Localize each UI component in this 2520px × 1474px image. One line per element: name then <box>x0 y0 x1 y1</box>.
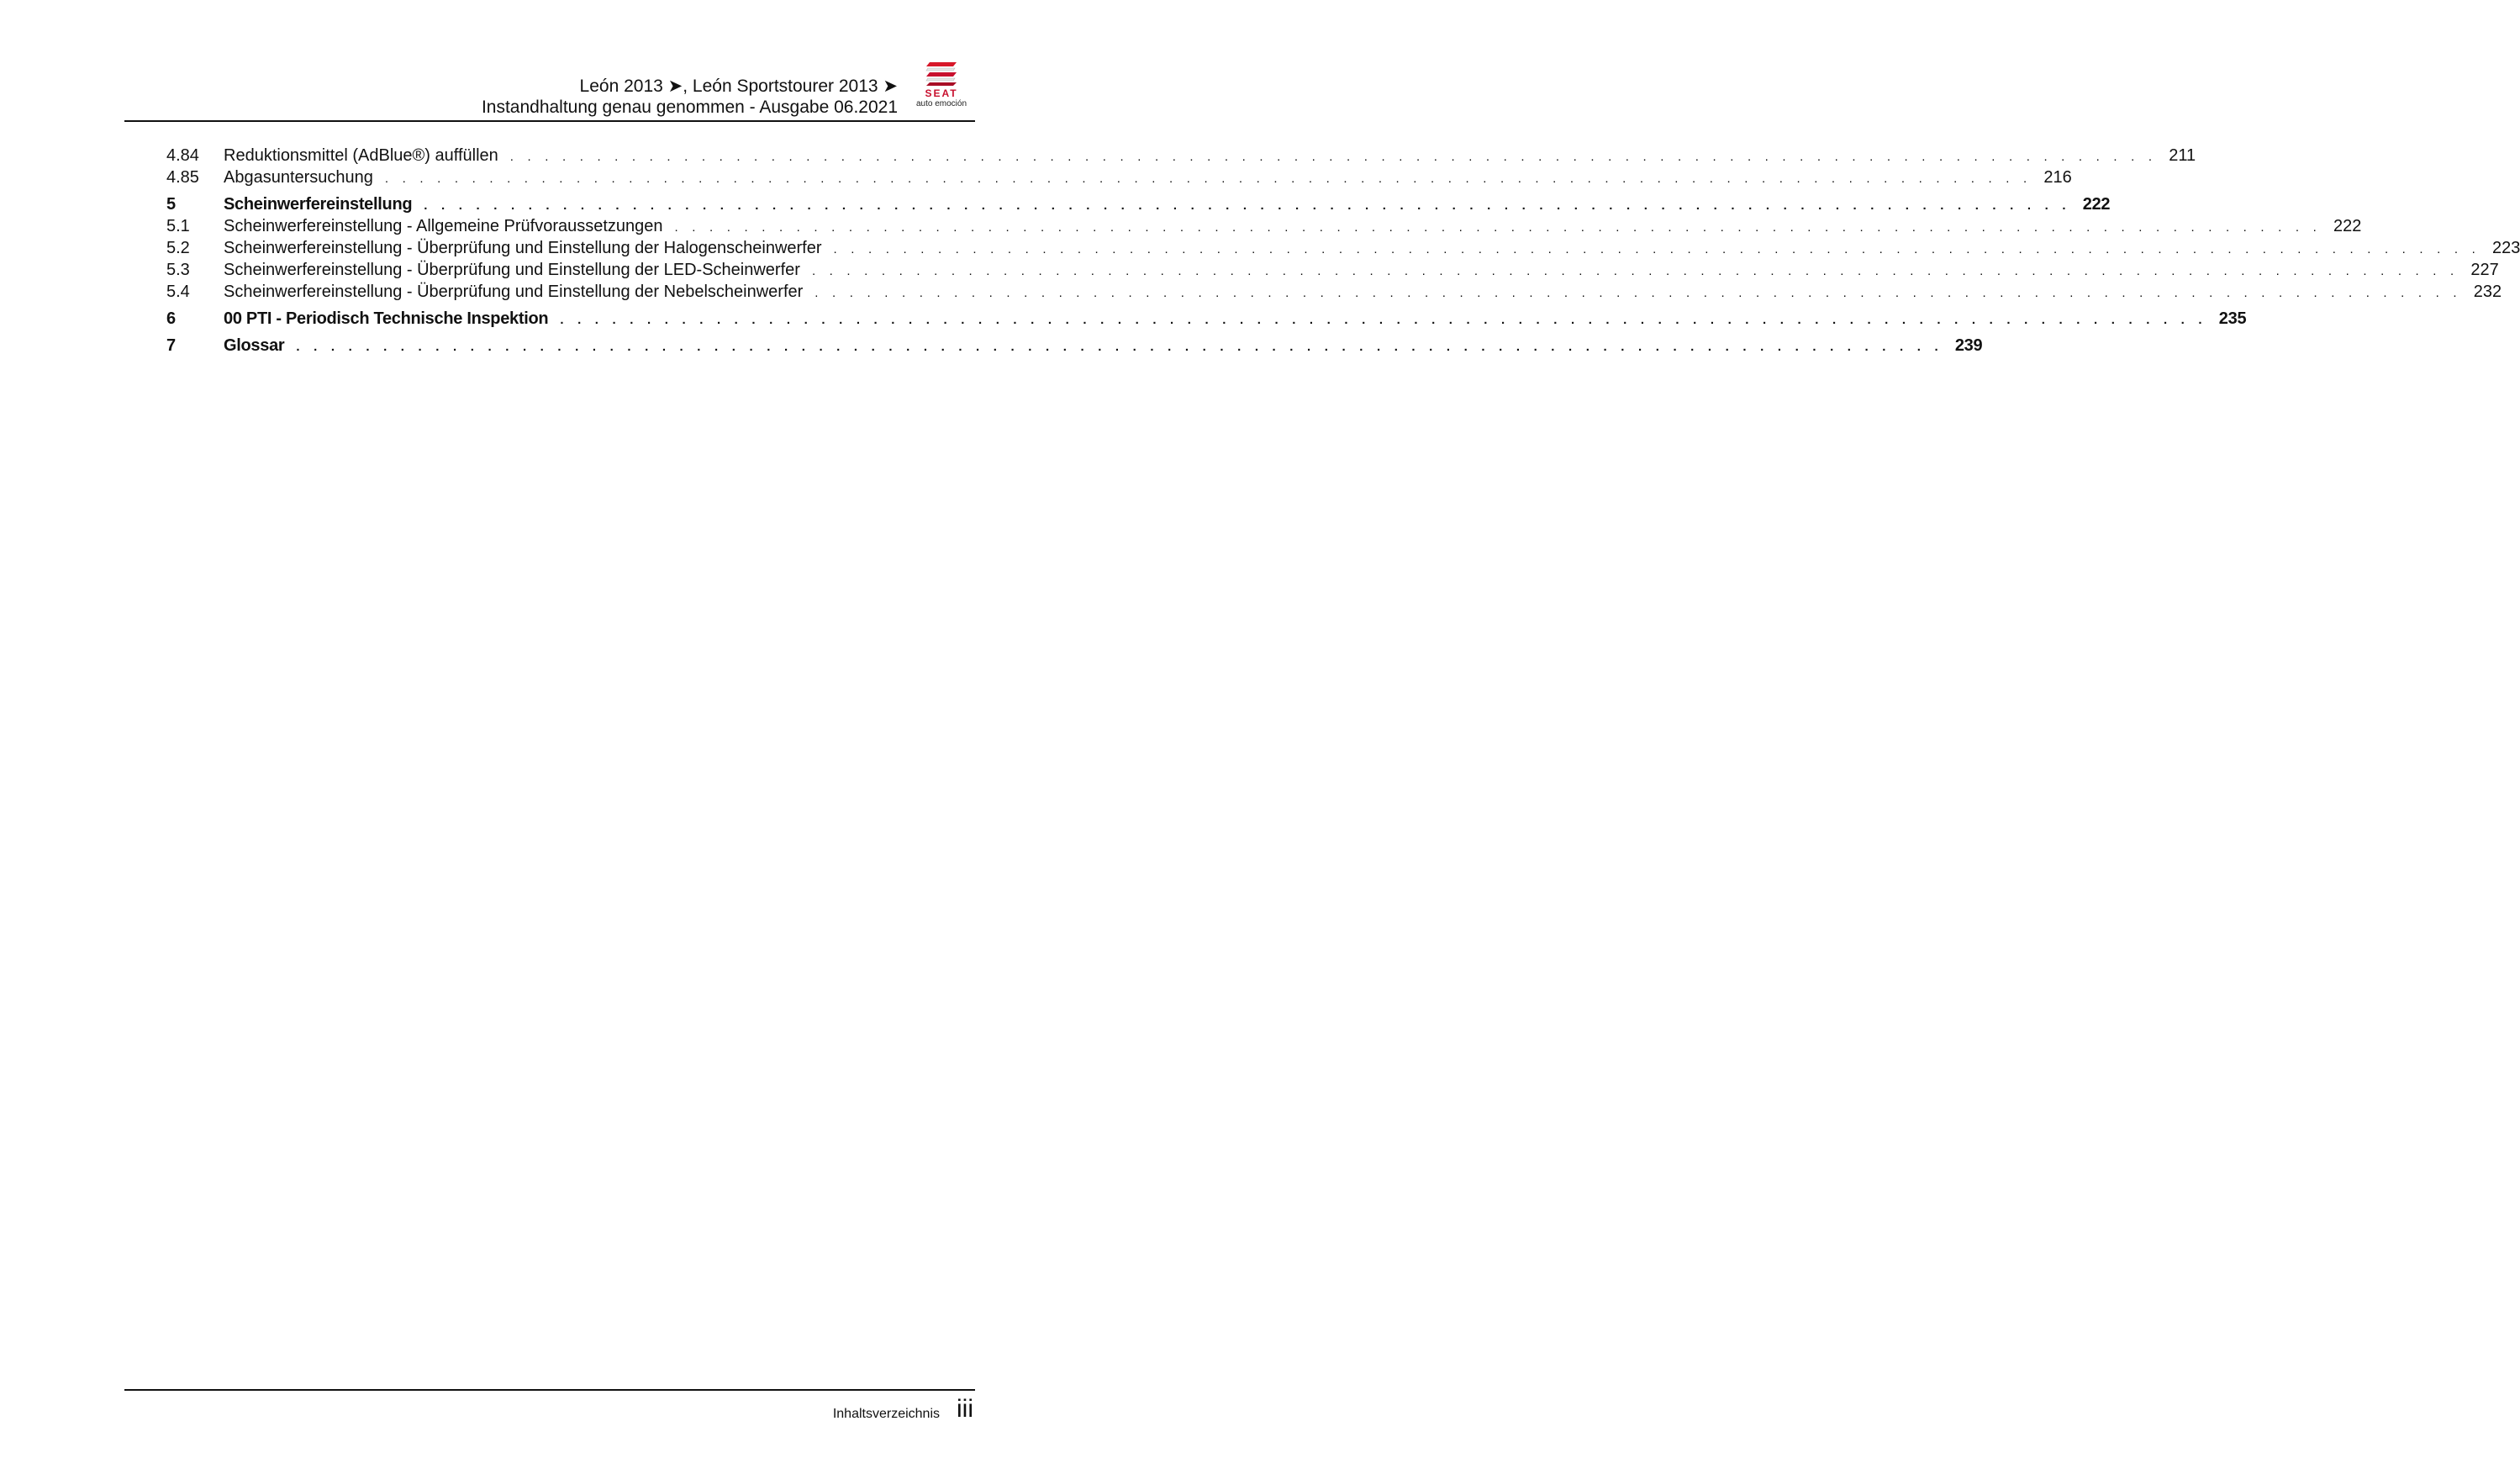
toc-entry-title: Reduktionsmittel (AdBlue®) auffüllen <box>224 146 498 165</box>
toc-entry-number: 5.2 <box>166 239 190 257</box>
toc-entry[interactable] <box>166 335 1983 357</box>
toc-entry-title: Scheinwerfereinstellung - Allgemeine Prüfvoraussetzungen <box>224 217 663 235</box>
toc-entry-number: 4.85 <box>166 168 199 187</box>
toc-entry[interactable] <box>166 281 2502 303</box>
toc-entry-page: 216 <box>2043 168 2072 187</box>
toc-entry-number: 5.4 <box>166 283 190 301</box>
seat-logo <box>908 61 975 113</box>
toc-dot-leader: . . . . . . . . . . . . . . . . . . . . . . . . . . . . . . . . . . . . . . . . . . . . . . . . . . . . . . . . . . . . . . . . . . . . . . . . . . . . . . . . . . . . . . . . . . . . . . . <box>509 150 2158 164</box>
footer-page-number: iii <box>957 1395 973 1423</box>
toc-dot-leader: . . . . . . . . . . . . . . . . . . . . . . . . . . . . . . . . . . . . . . . . . . . . . . . . . . . . . . . . . . . . . . . . . . . . . . . . . . . . . . . . . . . . . . . . . . . . . . . <box>384 172 2032 186</box>
toc-entry-number: 6 <box>166 309 176 328</box>
toc-entry-page: 223 <box>2492 239 2520 257</box>
toc-entry-number: 5.1 <box>166 217 190 235</box>
toc-entry-title: Scheinwerfereinstellung - Überprüfung und Einstellung der LED-Scheinwerfer <box>224 261 800 279</box>
toc-entry-title: Abgasuntersuchung <box>224 168 373 187</box>
toc-entry-page: 239 <box>1954 336 1983 355</box>
toc-entry[interactable] <box>166 193 2111 215</box>
footer-divider <box>124 1389 975 1391</box>
toc-entry[interactable] <box>166 259 2499 281</box>
header-title <box>482 76 898 118</box>
header-title-line1: León 2013 ➤, León Sportstourer 2013 ➤ <box>579 77 898 96</box>
toc-entry-number: 5 <box>166 195 176 214</box>
toc-entry[interactable] <box>166 145 2196 166</box>
toc-entry-number: 7 <box>166 336 176 355</box>
toc-dot-leader: . . . . . . . . . . . . . . . . . . . . . . . . . . . . . . . . . . . . . . . . . . . . . . . . . . . . . . . . . . . . . . . . . . . . . . . . . . . . . . . . . . . . . . . . . . . . . . . <box>833 242 2480 256</box>
toc-entry-page: 232 <box>2473 283 2502 301</box>
header-divider <box>124 120 975 122</box>
footer-section-label: Inhaltsverzeichnis <box>832 1407 940 1421</box>
toc-entry[interactable] <box>166 215 2362 237</box>
toc-entry-title: Scheinwerfereinstellung - Überprüfung und Einstellung der Halogenscheinwerfer <box>224 239 822 257</box>
toc-entry-number: 4.84 <box>166 146 199 165</box>
toc-entry[interactable] <box>166 308 2247 330</box>
toc-entry-title: Scheinwerfereinstellung - Überprüfung und Einstellung der Nebelscheinwerfer <box>224 283 804 301</box>
page-header <box>124 59 975 122</box>
toc-dot-leader: . . . . . . . . . . . . . . . . . . . . . . . . . . . . . . . . . . . . . . . . . . . . . . . . . . . . . . . . . . . . . . . . . . . . . . . . . . . . . . . . . . . . . . . . . . . . . . . <box>424 198 2071 213</box>
toc-entry-page: 227 <box>2470 261 2499 279</box>
seat-logo-icon <box>908 61 975 87</box>
seat-logo-tagline: auto emoción <box>915 99 967 108</box>
toc-entry-page: 222 <box>2082 195 2111 214</box>
toc-dot-leader: . . . . . . . . . . . . . . . . . . . . . . . . . . . . . . . . . . . . . . . . . . . . . . . . . . . . . . . . . . . . . . . . . . . . . . . . . . . . . . . . . . . . . . . . . . . . . . . <box>811 264 2459 278</box>
toc-dot-leader: . . . . . . . . . . . . . . . . . . . . . . . . . . . . . . . . . . . . . . . . . . . . . . . . . . . . . . . . . . . . . . . . . . . . . . . . . . . . . . . . . . . . . . . . . . . . . . . <box>674 220 2322 235</box>
toc-entry-title: 00 PTI - Periodisch Technische Inspektion <box>224 309 549 328</box>
toc-entry-page: 222 <box>2333 217 2362 235</box>
header-title-line2: Instandhaltung genau genommen - Ausgabe 06.2021 <box>481 98 898 117</box>
toc-entry[interactable] <box>166 237 2520 259</box>
toc-entry-title: Scheinwerfereinstellung <box>224 195 413 214</box>
toc-dot-leader: . . . . . . . . . . . . . . . . . . . . . . . . . . . . . . . . . . . . . . . . . . . . . . . . . . . . . . . . . . . . . . . . . . . . . . . . . . . . . . . . . . . . . . . . . . . . . . . <box>815 286 2462 300</box>
toc-entry-page: 235 <box>2218 309 2247 328</box>
toc-dot-leader: . . . . . . . . . . . . . . . . . . . . . . . . . . . . . . . . . . . . . . . . . . . . . . . . . . . . . . . . . . . . . . . . . . . . . . . . . . . . . . . . . . . . . . . . . . . . . . . <box>560 313 2207 327</box>
toc-entry-number: 5.3 <box>166 261 190 279</box>
toc-entry-title: Glossar <box>224 336 285 355</box>
toc-entry-page: 211 <box>2169 146 2196 165</box>
toc-entry[interactable] <box>166 166 2072 188</box>
seat-logo-brand: SEAT <box>925 87 958 99</box>
toc-dot-leader: . . . . . . . . . . . . . . . . . . . . . . . . . . . . . . . . . . . . . . . . . . . . . . . . . . . . . . . . . . . . . . . . . . . . . . . . . . . . . . . . . . . . . . . . . . . . . . . <box>296 340 1943 354</box>
table-of-contents <box>166 145 2520 357</box>
